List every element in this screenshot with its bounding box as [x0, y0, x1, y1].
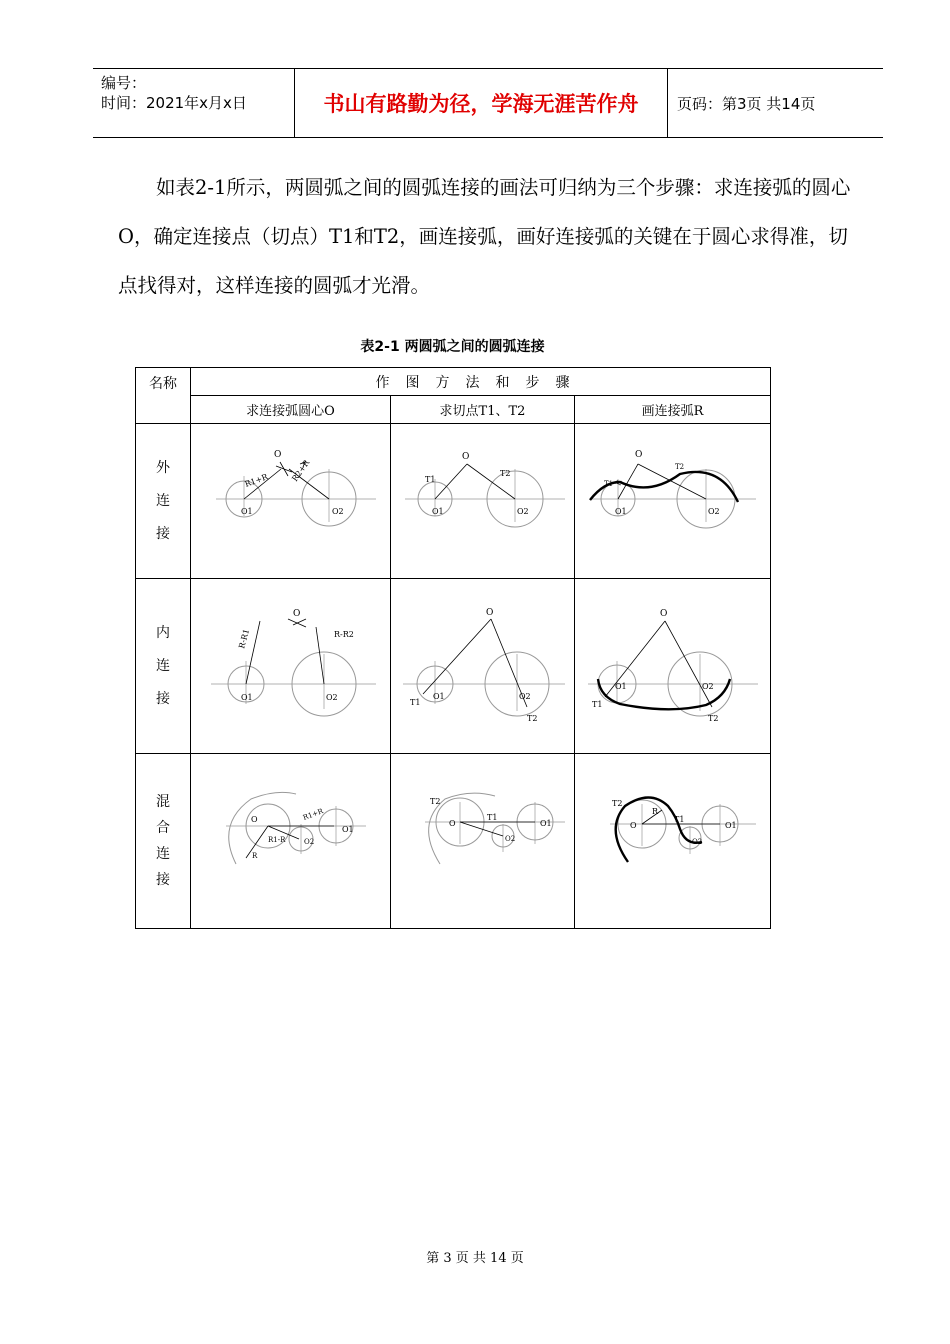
label-r: R: [651, 807, 658, 816]
diagram-internal-center: [191, 579, 391, 754]
label-t2: T2: [707, 714, 718, 723]
label-o: O: [634, 450, 642, 460]
diagram-internal-arc: [575, 579, 771, 754]
label-o2: O2: [518, 692, 531, 701]
label-o2: O2: [331, 507, 344, 516]
arc-connection-table: [135, 367, 771, 929]
diagram-mixed-tangent: [391, 754, 575, 929]
diagram-internal-tangent: [391, 579, 575, 754]
label-o2: O2: [707, 507, 720, 516]
label-t1: T1: [486, 813, 497, 822]
label-r-plus-r2: R2+R: [289, 458, 311, 484]
label-t2: T2: [526, 714, 537, 723]
label-r1-minus-r: R1-R: [267, 836, 285, 844]
label-t1: T1: [603, 480, 613, 488]
row-name-text: 内连接: [156, 624, 170, 707]
label-o1: O1: [432, 692, 445, 701]
label-o1: O1: [431, 507, 444, 516]
label-o2: O2: [691, 838, 702, 846]
page-footer: 第 3 页 共 14 页: [426, 1251, 524, 1266]
label-o1: O1: [724, 821, 737, 830]
step-header-arc: 画连接弧R: [575, 396, 771, 424]
label-o2: O2: [325, 693, 338, 702]
label-t2: T2: [499, 469, 510, 478]
label-t1: T1: [424, 475, 435, 484]
label-o1: O1: [240, 693, 253, 702]
label-o: O: [629, 821, 637, 830]
label-r-plus-r1: R1+R: [301, 807, 324, 822]
label-o: O: [485, 608, 493, 618]
label-t2: T2: [611, 799, 622, 808]
row-name-text: 外连接: [156, 459, 170, 542]
label-t2: T2: [674, 463, 684, 471]
label-o: O: [461, 452, 469, 462]
label-r: R: [613, 478, 624, 487]
label-r-plus-r1: R1+R: [243, 472, 269, 489]
label-o: O: [448, 819, 456, 828]
label-o: O: [273, 450, 281, 460]
label-o: O: [292, 609, 300, 619]
row-name-text: 混合连接: [156, 794, 170, 888]
label-o1: O1: [539, 819, 552, 828]
diagram-external-arc: [575, 424, 771, 579]
label-o2: O2: [504, 835, 515, 843]
col-name-header: 名称: [136, 368, 191, 424]
page-header: [93, 68, 883, 138]
number-label: 编号：: [101, 74, 147, 92]
page-label: 页码：第3页 共14页: [677, 94, 816, 113]
col-method-header: 作图方法和步骤: [191, 368, 771, 396]
label-o1: O1: [614, 682, 627, 691]
step-header-tangent: 求切点T1、T2: [391, 396, 575, 424]
diagram-mixed-arc: [575, 754, 771, 929]
external-arc-diagram: [580, 424, 766, 574]
mixed-center-diagram: [196, 754, 386, 924]
label-o2: O2: [701, 682, 714, 691]
diagram-external-center: [191, 424, 391, 579]
label-t1: T1: [673, 815, 684, 824]
diagram-external-tangent: [391, 424, 575, 579]
label-t1: T1: [591, 700, 602, 709]
label-o: O: [250, 815, 258, 824]
row-name-internal: [136, 579, 191, 754]
label-o1: O1: [240, 507, 253, 516]
label-o: O: [659, 609, 667, 619]
label-t2: T2: [429, 797, 440, 806]
mixed-tangent-diagram: [395, 754, 571, 924]
external-center-diagram: [196, 424, 386, 574]
internal-arc-diagram: [580, 579, 766, 749]
label-o1: O1: [614, 507, 627, 516]
label-r-minus-r1: R-R1: [236, 628, 251, 650]
body-paragraph: 如表2-1所示，两圆弧之间的圆弧连接的画法可归纳为三个步骤：求连接弧的圆心O，确定连接点（切点）T1和T2，画连接弧，画好连接弧的关键在于圆心求得准，切点找得对，这样连接的圆弧才光滑。: [118, 176, 851, 297]
step-header-center: 求连接弧圆心O: [191, 396, 391, 424]
motto: 书山有路勤为径，学海无涯苦作舟: [294, 69, 668, 137]
mixed-arc-diagram: [580, 754, 766, 924]
label-o2: O2: [303, 838, 314, 846]
label-o2: O2: [516, 507, 529, 516]
header-meta: [93, 69, 293, 137]
diagram-mixed-center: [191, 754, 391, 929]
row-name-external: [136, 424, 191, 579]
time-label: 时间：2021年x月x日: [101, 94, 247, 112]
label-r-minus-r2: R-R2: [333, 630, 354, 639]
external-tangent-diagram: [395, 424, 571, 574]
internal-center-diagram: [196, 579, 386, 749]
label-o1: O1: [341, 825, 354, 834]
internal-tangent-diagram: [395, 579, 571, 749]
table-caption: 表2-1 两圆弧之间的圆弧连接: [360, 339, 545, 355]
label-r: R: [251, 852, 257, 860]
row-name-mixed: [136, 754, 191, 929]
label-t1: T1: [409, 698, 420, 707]
